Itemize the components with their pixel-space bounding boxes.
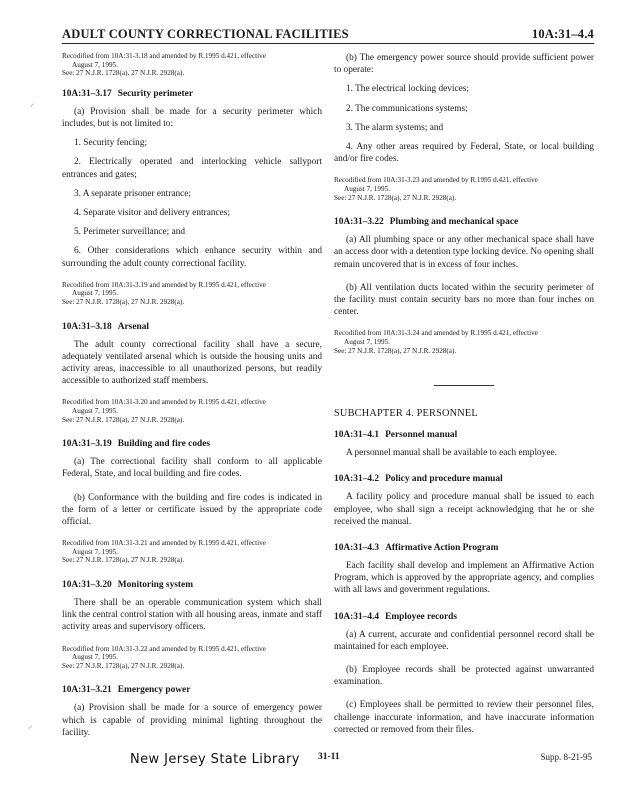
source-note: Recodified from 10A:31-3.19 and amended by R.1995 d.421, effective August 7, 1995. See: 27 N.J.R. 1728(a), 27 N.J.R. 2928(a). (62, 280, 266, 306)
paragraph: (a) The correctional facility shall conform to all applicable Federal, State, and local building and fire codes. (62, 457, 322, 480)
section-heading: 10A:31–4.4 Employee records (334, 611, 458, 622)
source-note: Recodified from 10A:31-3.24 and amended by R.1995 d.421, effective August 7, 1995. See: 27 N.J.R. 1728(a), 27 N.J.R. 2928(a). (334, 329, 538, 355)
paragraph: (a) A current, accurate and confidential personnel record shall be maintained for each employee. (334, 629, 594, 652)
section-heading: 10A:31–4.1 Personnel manual (334, 430, 458, 441)
paragraph: (b) Conformance with the building and fire codes is indicated in the form of a letter or certificate issued by the appropriate code official. (62, 492, 322, 527)
list-item: 1. Security fencing; (74, 138, 148, 149)
supplement-date: Supp. 8-21-95 (540, 752, 592, 762)
section-heading: 10A:31–3.20 Monitoring system (62, 579, 194, 590)
section-heading: 10A:31–3.22 Plumbing and mechanical space (334, 217, 519, 228)
list-item: 1. The electrical locking devices; (346, 84, 469, 95)
list-item: 3. The alarm systems; and (346, 122, 444, 133)
subchapter-title: SUBCHAPTER 4. PERSONNEL (334, 408, 478, 420)
section-heading: 10A:31–3.21 Emergency power (62, 685, 191, 696)
paragraph: There shall be an operable communication system which shall link the central control station with all housing areas, inmate and staff activity areas and supervisory officers. (62, 597, 322, 633)
page-number: 31-11 (318, 752, 340, 762)
source-note: Recodified from 10A:31-3.18 and amended by R.1995 d.421, effective August 7, 1995. See: 27 N.J.R. 1728(a), 27 N.J.R. 2928(a). (62, 52, 266, 78)
running-header (62, 27, 594, 44)
library-watermark: New Jersey State Library (130, 752, 300, 767)
section-heading: 10A:31–3.18 Arsenal (62, 321, 149, 332)
source-note: Recodified from 10A:31-3.22 and amended by R.1995 d.421, effective August 7, 1995. See: 27 N.J.R. 1728(a), 27 N.J.R. 2928(a). (62, 644, 266, 670)
paragraph: (a) Provision shall be made for a source of emergency power which is capable of providing minimal lighting throughout the facility. (62, 703, 322, 738)
right-column (334, 52, 594, 736)
section-heading: 10A:31–3.17 Security perimeter (62, 88, 193, 99)
paragraph: (b) The emergency power source should provide sufficient power to operate: (334, 53, 594, 76)
paragraph: (b) All ventilation ducts located within the security perimeter of the facility must contain security bars no more than four inches on center. (334, 282, 594, 318)
left-column (62, 52, 322, 739)
paragraph: (c) Employees shall be permitted to review their personnel files, challenge inaccurate information, and have inaccurate information corrected or removed from their files. (334, 700, 594, 735)
list-item: 3. A separate prisoner entrance; (74, 188, 191, 199)
source-note: Recodified from 10A:31-3.23 and amended by R.1995 d.421, effective August 7, 1995. See: 27 N.J.R. 1728(a), 27 N.J.R. 2928(a). (334, 176, 538, 202)
section-heading: 10A:31–4.3 Affirmative Action Program (334, 543, 499, 554)
paragraph: (b) Employee records shall be protected against unwarranted examination. (334, 665, 594, 688)
list-item: 2. The communications systems; (346, 103, 468, 114)
list-item: 6. Other considerations which enhance security within and surrounding the adult county correctional facility. (62, 246, 322, 269)
list-item: 5. Perimeter surveillance; and (74, 227, 186, 238)
paragraph: (a) Provision shall be made for a security perimeter which includes, but is not limited to: (62, 106, 322, 129)
list-item: 4. Any other areas required by Federal, State, or local building and/or fire codes. (334, 142, 594, 165)
list-item: 4. Separate visitor and delivery entrances; (74, 208, 230, 218)
paragraph: Each facility shall develop and implement an Affirmative Action Program, which is approved by the appropriate agency, and complies with all laws and government regulations. (334, 561, 594, 596)
paragraph: The adult county correctional facility shall have a secure, adequately ventilated arsenal which is outside the housing units and activity areas, inaccessible to all unauthorized persons, but readily accessible to authorized staff members. (62, 339, 322, 387)
source-note: Recodified from 10A:31-3.21 and amended by R.1995 d.421, effective August 7, 1995. See: 27 N.J.R. 1728(a), 27 N.J.R. 2928(a). (62, 539, 266, 565)
section-heading: 10A:31–3.19 Building and fire codes (62, 439, 211, 450)
header-section-code: 10A:31–4.4 (531, 27, 594, 41)
paragraph: A personnel manual shall be available to each employee. (346, 448, 557, 459)
margin-mark: ⸝ (28, 720, 33, 730)
header-title: ADULT COUNTY CORRECTIONAL FACILITIES (62, 27, 349, 41)
section-heading: 10A:31–4.2 Policy and procedure manual (334, 474, 503, 485)
margin-mark: ⸝ (30, 98, 35, 108)
list-item: 2. Electrically operated and interlocking vehicle sallyport entrances and gates; (62, 157, 322, 180)
paragraph: A facility policy and procedure manual shall be issued to each employee, who shall sign a receipt acknowledging that he or she received the manual. (334, 492, 594, 527)
paragraph: (a) All plumbing space or any other mechanical space shall have an access door with a detention type locking device. No opening shall remain uncovered that is in excess of four inches. (334, 235, 594, 270)
source-note: Recodified from 10A:31-3.20 and amended by R.1995 d.421, effective August 7, 1995. See: 27 N.J.R. 1728(a), 27 N.J.R. 2928(a). (62, 398, 266, 424)
